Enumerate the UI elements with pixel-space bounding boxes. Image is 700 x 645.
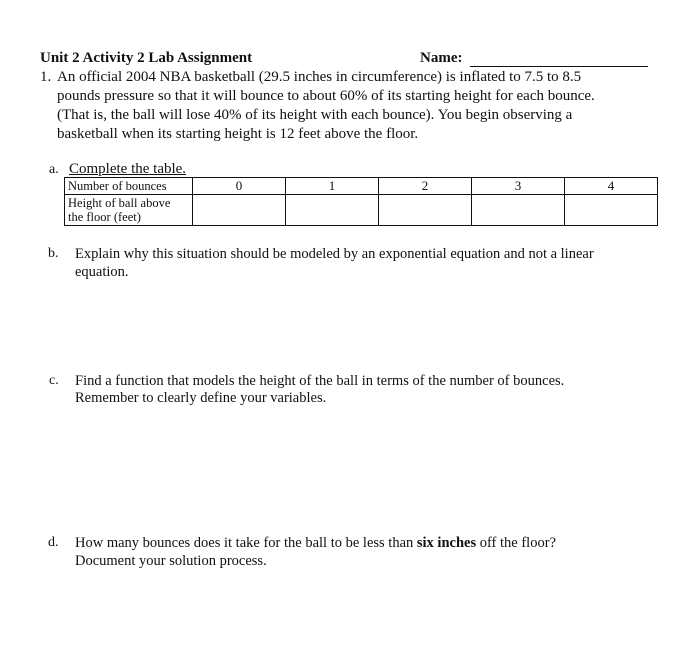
part-d-line-1-pre: How many bounces does it take for the ball to be less than (75, 535, 417, 551)
row-label-height-line-2: the floor (feet) (68, 210, 141, 224)
part-c-letter: c. (49, 373, 59, 388)
part-a-heading: Complete the table. (69, 161, 187, 177)
part-b-line-2: equation. (75, 264, 129, 280)
bounce-cell-0: 0 (193, 178, 286, 195)
question-text-line-1: An official 2004 NBA basketball (29.5 inches in circumference) is inflated to 7.5 to 8.5 (57, 69, 582, 85)
part-d-bold-phrase: six inches (416, 535, 477, 551)
question-number: 1. (40, 69, 52, 85)
row-label-height-line-1: Height of ball above (68, 196, 171, 210)
height-input-cell-2[interactable] (379, 195, 472, 226)
bounce-cell-4: 4 (565, 178, 658, 195)
bounce-cell-2: 2 (379, 178, 472, 195)
height-input-cell-1[interactable] (286, 195, 379, 226)
question-text-line-3: (That is, the ball will lose 40% of its height with each bounce). You begin observing a (57, 107, 573, 123)
height-input-cell-4[interactable] (565, 195, 658, 226)
table-row-height (65, 195, 658, 226)
question-text-line-2: pounds pressure so that it will bounce to about 60% of its starting height for each bounce. (57, 88, 595, 104)
height-input-cell-0[interactable] (193, 195, 286, 226)
name-label: Name: (420, 50, 463, 66)
part-a-letter: a. (49, 162, 59, 177)
bounce-cell-1: 1 (286, 178, 379, 195)
bounce-table (64, 177, 658, 226)
part-d-line-1-post: off the floor? (476, 535, 556, 551)
part-d-line-1 (75, 535, 556, 552)
part-c-line-2: Remember to clearly define your variables. (75, 390, 327, 406)
table-row-bounces (65, 178, 658, 195)
part-c-line-1: Find a function that models the height of the ball in terms of the number of bounces. (75, 373, 565, 389)
height-input-cell-3[interactable] (472, 195, 565, 226)
part-d-letter: d. (48, 535, 59, 550)
part-b-line-1: Explain why this situation should be modeled by an exponential equation and not a linear (75, 246, 594, 262)
row-label-bounces: Number of bounces (65, 178, 193, 195)
question-text-line-4: basketball when its starting height is 12 feet above the floor. (57, 126, 419, 142)
bounce-cell-3: 3 (472, 178, 565, 195)
part-b-letter: b. (48, 246, 59, 261)
assignment-title: Unit 2 Activity 2 Lab Assignment (40, 50, 253, 66)
name-blank-line[interactable] (470, 66, 648, 67)
part-d-line-2: Document your solution process. (75, 553, 267, 569)
row-label-height (65, 195, 193, 226)
